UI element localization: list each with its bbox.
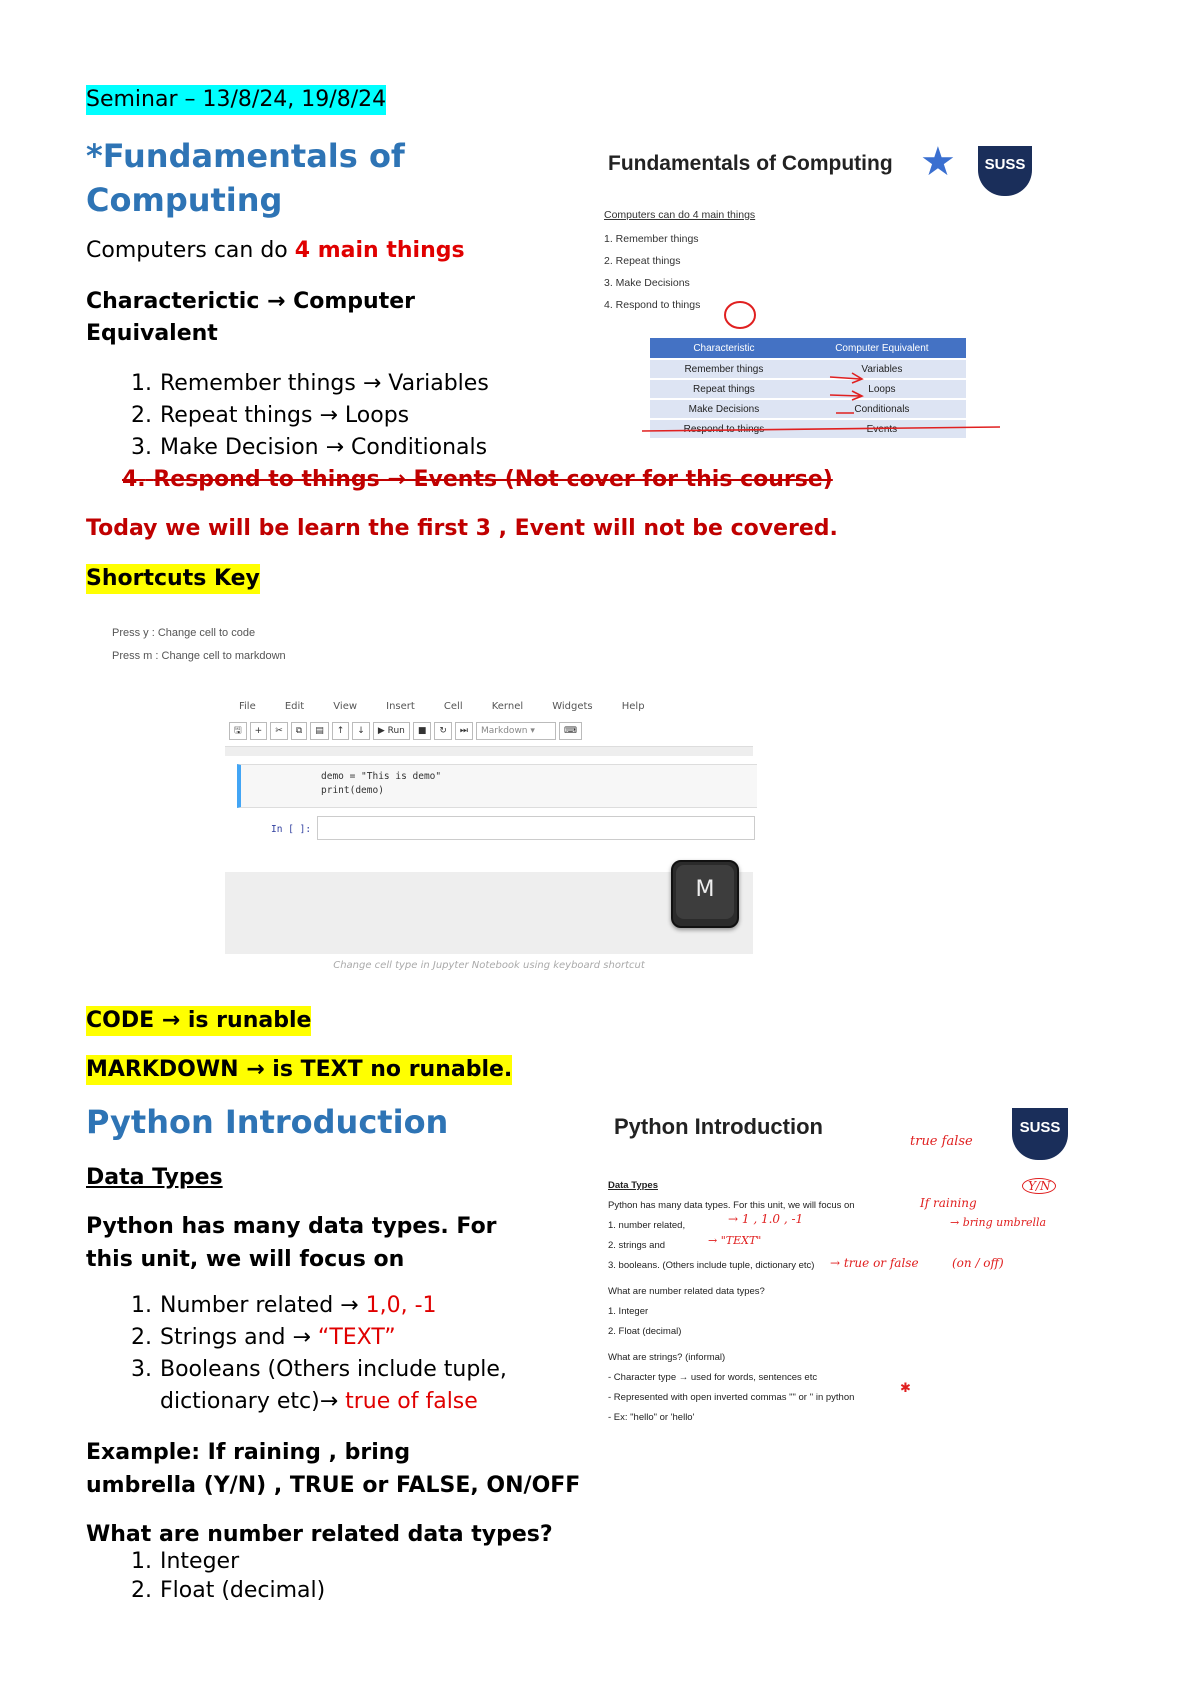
- table-header: Computer Equivalent: [798, 338, 966, 359]
- star-icon: ★: [920, 140, 956, 184]
- characteristic-heading-line2: Equivalent: [86, 321, 218, 346]
- today-note: Today we will be learn the first 3 , Event will not be covered.: [86, 516, 838, 541]
- fundamentals-heading-line2: Computing: [86, 181, 283, 219]
- menu-kernel[interactable]: Kernel: [491, 701, 524, 712]
- save-icon[interactable]: 🖫: [229, 722, 247, 740]
- slide-items: 1. Remember things 2. Repeat things 3. Make Decisions 4. Respond to things: [604, 233, 701, 311]
- empty-cell[interactable]: [317, 816, 755, 840]
- annotation-numbers: → 1 , 1.0 , -1: [728, 1212, 804, 1226]
- slide-title: Python Introduction: [614, 1114, 823, 1139]
- shortcut-lines: [112, 622, 286, 668]
- fast-forward-icon[interactable]: ⏭: [455, 722, 473, 740]
- menu-file[interactable]: File: [239, 701, 256, 712]
- shortcut-line-m: Press m : Change cell to markdown: [112, 650, 286, 662]
- slide-fundamentals: [600, 138, 1026, 438]
- slide-title: Fundamentals of Computing: [608, 152, 893, 175]
- annotation-text: → "TEXT": [708, 1234, 762, 1247]
- shortcut-line-y: Press y : Change cell to code: [112, 627, 256, 639]
- characteristic-heading-line1: Characterictic → Computer: [86, 289, 415, 314]
- cell-type-select[interactable]: Markdown ▾: [476, 722, 556, 740]
- list-item: 2. Float (decimal): [131, 1578, 326, 1603]
- menu-cell[interactable]: Cell: [443, 701, 463, 712]
- m-key-icon: M: [671, 860, 739, 928]
- copy-icon[interactable]: ⧉: [291, 722, 307, 740]
- jupyter-buttons: [229, 720, 585, 740]
- menu-view[interactable]: View: [333, 701, 358, 712]
- annotation-if-raining: If raining: [920, 1196, 977, 1210]
- characteristic-heading: [86, 286, 415, 350]
- move-up-icon[interactable]: ↑: [332, 722, 350, 740]
- suss-logo: SUSS: [1012, 1108, 1068, 1160]
- intro-highlight: 4 main things: [294, 238, 465, 263]
- code-line-1: demo = "This is demo": [321, 771, 442, 782]
- number-question: What are number related data types?: [86, 1522, 553, 1547]
- list-item: 3. Booleans (Others include tuple,: [131, 1357, 507, 1382]
- list-item: 1. Integer: [131, 1549, 240, 1574]
- menu-insert[interactable]: Insert: [386, 701, 415, 712]
- code-note: CODE → is runable: [86, 1006, 311, 1036]
- slide-subtitle: Computers can do 4 main things: [604, 209, 756, 221]
- jupyter-menu: [239, 694, 669, 713]
- list-item: 3. Make Decision → Conditionals: [131, 435, 488, 460]
- restart-icon[interactable]: ↻: [434, 722, 452, 740]
- focus-text: Python has many data types. For this unit, we will focus on: [86, 1214, 497, 1272]
- shortcuts-heading: Shortcuts Key: [86, 564, 260, 594]
- suss-logo: SUSS: [978, 146, 1032, 196]
- annotation-on-off: (on / off): [952, 1256, 1004, 1270]
- strike-annotation-icon: [640, 353, 1000, 433]
- fundamentals-heading-line1: *Fundamentals of: [86, 137, 405, 175]
- selected-cell[interactable]: [237, 764, 757, 808]
- figure-caption: Change cell type in Jupyter Notebook using keyboard shortcut: [333, 960, 645, 971]
- seminar-date: Seminar – 13/8/24, 19/8/24: [86, 85, 386, 115]
- intro-prefix: Computers can do: [86, 238, 295, 263]
- list-item: 1. Remember things → Variables: [131, 371, 489, 396]
- star-annotation-icon: ✱: [900, 1380, 911, 1395]
- slide-python: [600, 1100, 1080, 1422]
- annotation-true-or-false: → true or false: [830, 1256, 919, 1270]
- menu-widgets[interactable]: Widgets: [552, 701, 593, 712]
- jupyter-toolbar-area: [225, 684, 753, 747]
- table-row: Respond to things Events: [650, 419, 966, 438]
- annotation-bring-umbrella: → bring umbrella: [950, 1216, 1047, 1229]
- notebook-area: [225, 756, 753, 872]
- table-row: Repeat things Loops: [650, 379, 966, 399]
- fundamentals-heading: [86, 134, 405, 222]
- list-item: 2. Repeat things → Loops: [131, 403, 410, 428]
- table-row: Remember things Variables: [650, 359, 966, 379]
- table-row: Make Decisions Conditionals: [650, 399, 966, 419]
- annotation-true-false: true false: [910, 1134, 973, 1149]
- menu-help[interactable]: Help: [621, 701, 645, 712]
- move-down-icon[interactable]: ↓: [352, 722, 370, 740]
- stop-icon[interactable]: ■: [413, 722, 432, 740]
- characteristic-list: [86, 368, 686, 464]
- jupyter-screenshot: [225, 684, 753, 954]
- slide-lines: Data Types Python has many data types. For this unit, we will focus on 1. number related, 2. strings and 3. booleans. (Others include tuple, dictionary etc) What are number related data types? 1. Integer 2. Float (decimal) What are strings? (informal) - Character type → used for words, sentences etc - Represented with open inverted commas "" or '' in python - Ex: "hello" or 'hello': [608, 1180, 855, 1422]
- cut-icon[interactable]: ✂: [270, 722, 288, 740]
- menu-edit[interactable]: Edit: [284, 701, 305, 712]
- example-text: Example: If raining , bring umbrella (Y/N) , TRUE or FALSE, ON/OFF: [86, 1440, 581, 1498]
- table-header: Characteristic: [650, 338, 798, 359]
- data-types-list: [86, 1290, 646, 1418]
- intro-line: [86, 236, 465, 266]
- cell-prompt: In [ ]:: [271, 824, 312, 835]
- list-item: 2. Strings and → “TEXT”: [131, 1325, 396, 1350]
- circle-annotation-icon: [720, 298, 760, 334]
- keyboard-icon[interactable]: ⌨: [559, 722, 582, 740]
- data-types-heading: Data Types: [86, 1165, 223, 1190]
- struck-item: 4. Respond to things → Events (Not cover for this course): [122, 467, 833, 492]
- annotation-yn: Y/N: [1022, 1178, 1056, 1194]
- code-line-2: print(demo): [321, 785, 384, 796]
- paste-icon[interactable]: ▤: [310, 722, 329, 740]
- list-item-continuation: dictionary etc)→ true of false: [160, 1389, 478, 1414]
- python-heading: Python Introduction: [86, 1103, 449, 1141]
- list-item: 1. Number related → 1,0, -1: [131, 1293, 437, 1318]
- number-types-list: [86, 1547, 586, 1605]
- markdown-note: MARKDOWN → is TEXT no runable.: [86, 1055, 512, 1085]
- run-button[interactable]: ▶ Run: [373, 722, 410, 740]
- add-cell-icon[interactable]: +: [250, 722, 268, 740]
